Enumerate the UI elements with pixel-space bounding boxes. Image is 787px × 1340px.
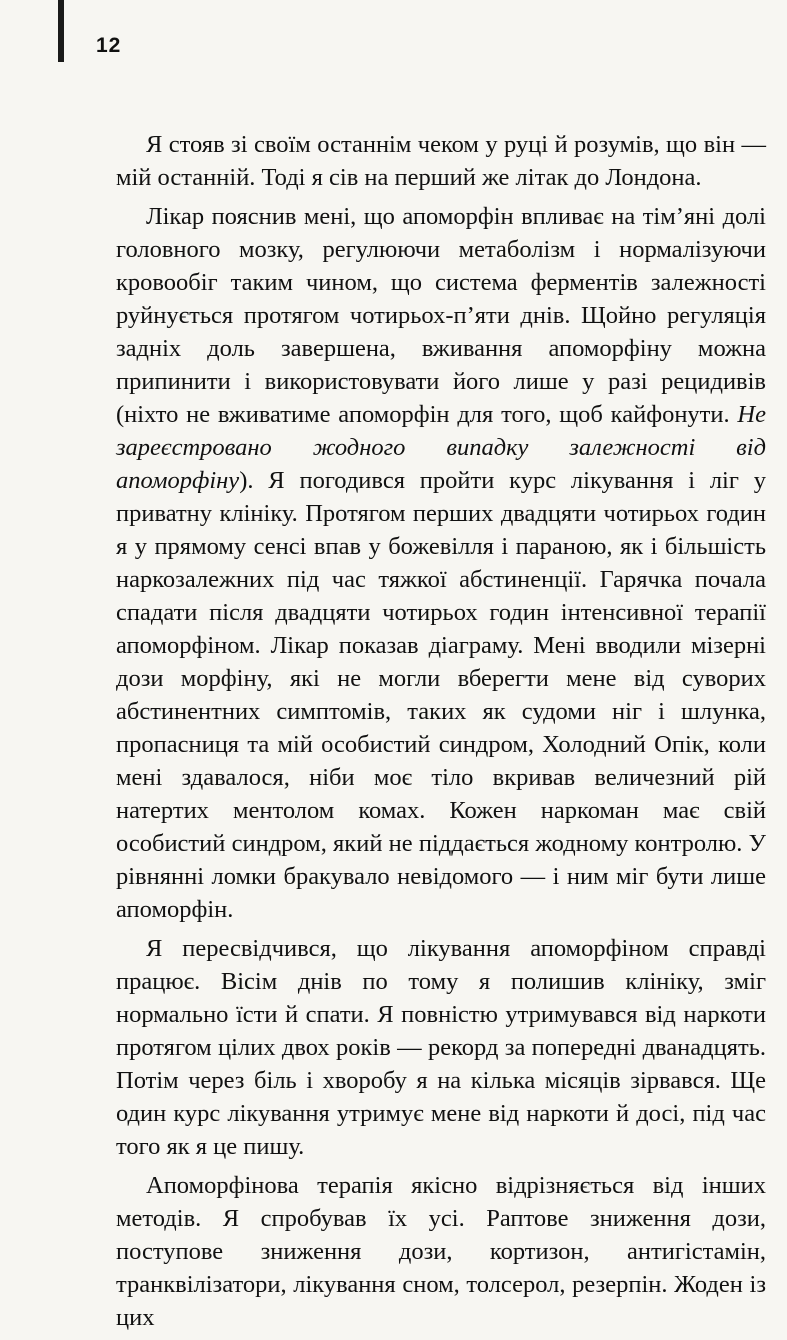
page-edge-bar: [58, 0, 64, 62]
paragraph-2-text-before: Лікар пояснив мені, що апоморфін впливає на тім’яні долі головного мозку, регулюючи метаболізм і нормалізуючи кровообіг таким чином, що система ферментів залежності руйнується протягом чотирьох-п’яти днів. Щойно регуляція задніх доль завершена, вживання апоморфіну можна припинити і використовувати його лише у разі рецидивів (ніхто не вживатиме апоморфін для того, щоб кайфонути.: [116, 203, 766, 428]
paragraph-2: [116, 200, 766, 926]
paragraph-1: Я стояв зі своїм останнім чеком у руці й розумів, що він — мій останній. Тоді я сів на перший же літак до Лондона.: [116, 131, 766, 191]
paragraph-2-text-after: ). Я погодився пройти курс лікування і ліг у приватну клініку. Протягом перших двадцяти чотирьох годин я у прямому сенсі впав у божевілля і параною, як і більшість наркозалежних під час тяжкої абстиненції. Гарячка почала спадати після двадцяти чотирьох годин інтенсивної терапії апоморфіном. Лікар показав діаграму. Мені вводили мізерні дози морфіну, які не могли вберегти мене від суворих абстинентних симптомів, таких як судоми ніг і шлунка, пропасниця та мій особистий синдром, Холодний Опік, коли мені здавалося, ніби моє тіло вкривав величезний рій натертих ментолом комах. Кожен наркоман має свій особистий синдром, який не піддається жодному контролю. У рівнянні ломки бракувало невідомого — і ним міг бути лише апоморфін.: [116, 467, 766, 923]
paragraph-2-italic: Не зареєстровано жодного випадку залежності від апоморфіну: [116, 401, 766, 494]
paragraph-3: Я пересвідчився, що лікування апоморфіном справді працює. Вісім днів по тому я полишив клініку, зміг нормально їсти й спати. Я повністю утримувався від наркоти протягом цілих двох років — рекорд за попередні дванадцять. Потім через біль і хворобу я на кілька місяців зірвався. Ще один курс лікування утримує мене від наркоти й досі, під час того як я це пишу.: [116, 935, 766, 1160]
body-text: [116, 128, 766, 1340]
paragraph-4: Апоморфінова терапія якісно відрізняється від інших методів. Я спробував їх усі. Раптове зниження дози, поступове зниження дози, кортизон, антигістамін, транквілізатори, лікування сном, толсерол, резерпін. Жоден із цих: [116, 1172, 766, 1331]
page-number: 12: [96, 34, 122, 57]
